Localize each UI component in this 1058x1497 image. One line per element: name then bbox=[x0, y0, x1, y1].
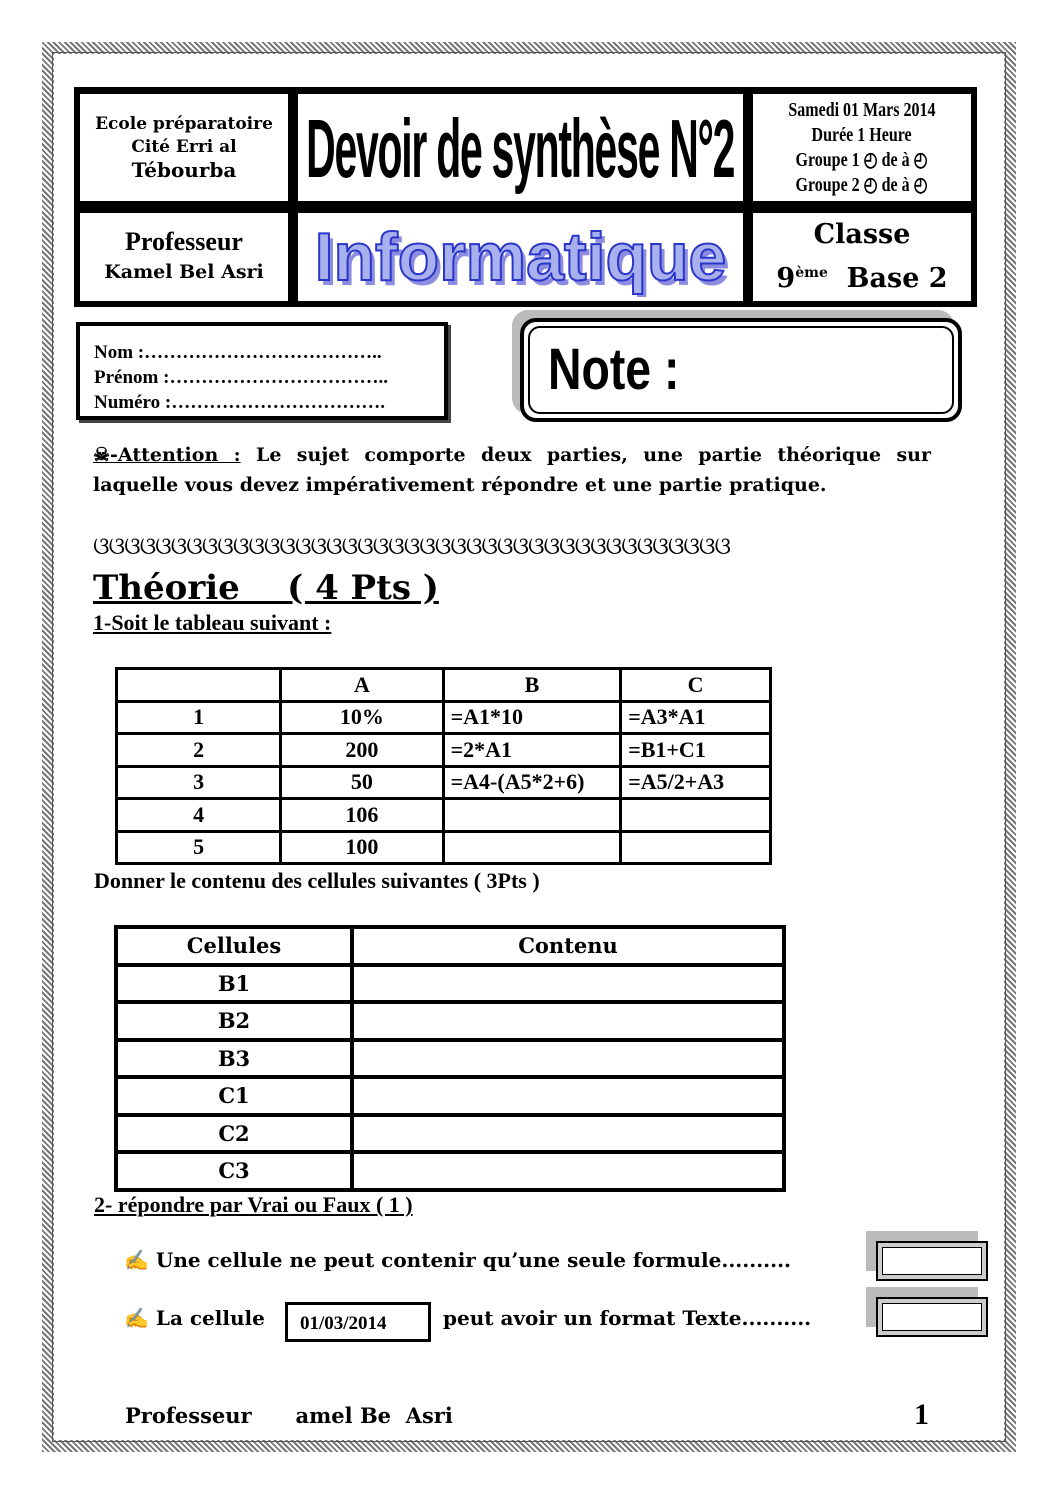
teacher-label: Professeur bbox=[125, 227, 243, 256]
class-sup: ème bbox=[795, 265, 828, 281]
item2-text-pre: La cellule bbox=[155, 1306, 265, 1330]
header-cell bbox=[117, 669, 281, 702]
class-section: Base 2 bbox=[846, 263, 948, 294]
exam-date: Samedi 01 Mars 2014 bbox=[788, 98, 936, 121]
answer-box-2[interactable] bbox=[876, 1297, 988, 1337]
group1-time: Groupe 1 ◴ de à ◴ bbox=[795, 148, 929, 171]
answer-row bbox=[116, 1077, 784, 1115]
header-cell: Cellules bbox=[116, 927, 352, 965]
answer-input[interactable] bbox=[352, 1152, 784, 1190]
answer-table bbox=[114, 925, 786, 1192]
teacher-name: Kamel Bel Asri bbox=[104, 261, 264, 283]
table-cell: =2*A1 bbox=[443, 734, 621, 767]
cell-ref: C3 bbox=[116, 1152, 352, 1190]
row-header: 2 bbox=[117, 734, 281, 767]
title-cell bbox=[296, 92, 745, 203]
table-header-row bbox=[117, 669, 771, 702]
attention-paragraph bbox=[93, 440, 931, 500]
header-cell: Contenu bbox=[352, 927, 784, 965]
item1-text: Une cellule ne peut contenir qu’une seule formule.......... bbox=[155, 1248, 792, 1272]
answer-row bbox=[116, 1152, 784, 1190]
answer-input[interactable] bbox=[352, 1002, 784, 1040]
table-cell bbox=[443, 831, 621, 864]
table-row bbox=[117, 799, 771, 832]
prenom-field[interactable]: Prénom :…………………………….. bbox=[94, 367, 388, 388]
note-label: Note : bbox=[548, 337, 680, 402]
table-cell: =B1+C1 bbox=[621, 734, 771, 767]
table-cell: 10% bbox=[281, 701, 443, 734]
pencil-bullet-icon: ✍ bbox=[124, 1306, 149, 1330]
answer-row bbox=[116, 1002, 784, 1040]
attention-text: Le sujet comporte deux parties, une partie théorique sur laquelle vous devez impérativement répondre et une partie pratique. bbox=[93, 444, 931, 496]
section-title: Théorie ( 4 Pts ) bbox=[93, 568, 439, 608]
table-row bbox=[117, 831, 771, 864]
school-name: Ecole préparatoire bbox=[95, 114, 273, 134]
school-town: Tébourba bbox=[131, 158, 237, 182]
row-header: 5 bbox=[117, 831, 281, 864]
row-header: 4 bbox=[117, 799, 281, 832]
class-name bbox=[776, 254, 947, 298]
answer-input[interactable] bbox=[352, 1077, 784, 1115]
answer-row bbox=[116, 965, 784, 1003]
table-cell: =A3*A1 bbox=[621, 701, 771, 734]
cell-ref: B2 bbox=[116, 1002, 352, 1040]
ornament-divider: ଓଓଓଓଓଓଓଓଓଓଓଓଓଓଓଓଓଓଓଓଓଓଓଓଓଓଓଓଓଓଓଓଓଓଓଓଓଓଓଓଓ bbox=[93, 534, 730, 560]
table-cell: 200 bbox=[281, 734, 443, 767]
exam-duration: Durée 1 Heure bbox=[811, 123, 913, 146]
table-cell: =A4-(A5*2+6) bbox=[443, 766, 621, 799]
table-cell: 50 bbox=[281, 766, 443, 799]
answer-header-row bbox=[116, 927, 784, 965]
true-false-item-2 bbox=[124, 1306, 265, 1330]
date-cell bbox=[751, 92, 973, 203]
student-info-box bbox=[76, 322, 448, 420]
exam-title: Devoir de synthèse N°2 bbox=[306, 101, 735, 194]
answer-input[interactable] bbox=[352, 1115, 784, 1153]
question2-title: 2- répondre par Vrai ou Faux ( 1 ) bbox=[94, 1192, 413, 1217]
row-header: 3 bbox=[117, 766, 281, 799]
answer-input[interactable] bbox=[352, 965, 784, 1003]
numero-field[interactable]: Numéro :……………………………. bbox=[94, 392, 385, 413]
group2-time: Groupe 2 ◴ de à ◴ bbox=[795, 173, 929, 196]
class-label: Classe bbox=[813, 219, 911, 250]
item2-text-post: peut avoir un format Texte.......... bbox=[443, 1306, 812, 1330]
table-cell bbox=[621, 799, 771, 832]
teacher-cell bbox=[78, 211, 290, 303]
pencil-bullet-icon: ✍ bbox=[124, 1248, 149, 1272]
true-false-item-1 bbox=[124, 1248, 791, 1272]
table-cell: =A1*10 bbox=[443, 701, 621, 734]
nom-field[interactable]: Nom :……………………………….. bbox=[94, 342, 382, 363]
date-cell-box: 01/03/2014 bbox=[285, 1302, 431, 1342]
table-cell bbox=[443, 799, 621, 832]
table-cell: 106 bbox=[281, 799, 443, 832]
header-cell: B bbox=[443, 669, 621, 702]
table-row bbox=[117, 766, 771, 799]
table-row bbox=[117, 701, 771, 734]
cell-ref: B1 bbox=[116, 965, 352, 1003]
subject-title: Informatique bbox=[314, 219, 727, 295]
row-header: 1 bbox=[117, 701, 281, 734]
page-number: 1 bbox=[914, 1398, 929, 1431]
attention-label: ☠-Attention : bbox=[93, 444, 241, 466]
subject-cell bbox=[296, 211, 745, 303]
cell-ref: C1 bbox=[116, 1077, 352, 1115]
class-cell bbox=[751, 211, 973, 303]
footer-teacher: Professeur amel Be Asri bbox=[125, 1403, 453, 1428]
cell-ref: C2 bbox=[116, 1115, 352, 1153]
table-row bbox=[117, 734, 771, 767]
answer-row bbox=[116, 1115, 784, 1153]
school-cell bbox=[78, 92, 290, 203]
cell-ref: B3 bbox=[116, 1040, 352, 1078]
question1-instruction: Donner le contenu des cellules suivantes ( 3Pts ) bbox=[94, 868, 540, 893]
answer-box-1[interactable] bbox=[876, 1241, 988, 1281]
class-level: 9 bbox=[776, 263, 796, 294]
question1-title: 1-Soit le tableau suivant : bbox=[93, 610, 332, 635]
answer-row bbox=[116, 1040, 784, 1078]
header-cell: C bbox=[621, 669, 771, 702]
table-cell bbox=[621, 831, 771, 864]
spreadsheet-table bbox=[115, 667, 772, 865]
table-cell: 100 bbox=[281, 831, 443, 864]
school-city: Cité Erri al bbox=[131, 137, 237, 157]
note-box bbox=[520, 318, 962, 422]
header-cell: A bbox=[281, 669, 443, 702]
answer-input[interactable] bbox=[352, 1040, 784, 1078]
header-box bbox=[74, 87, 977, 307]
table-cell: =A5/2+A3 bbox=[621, 766, 771, 799]
